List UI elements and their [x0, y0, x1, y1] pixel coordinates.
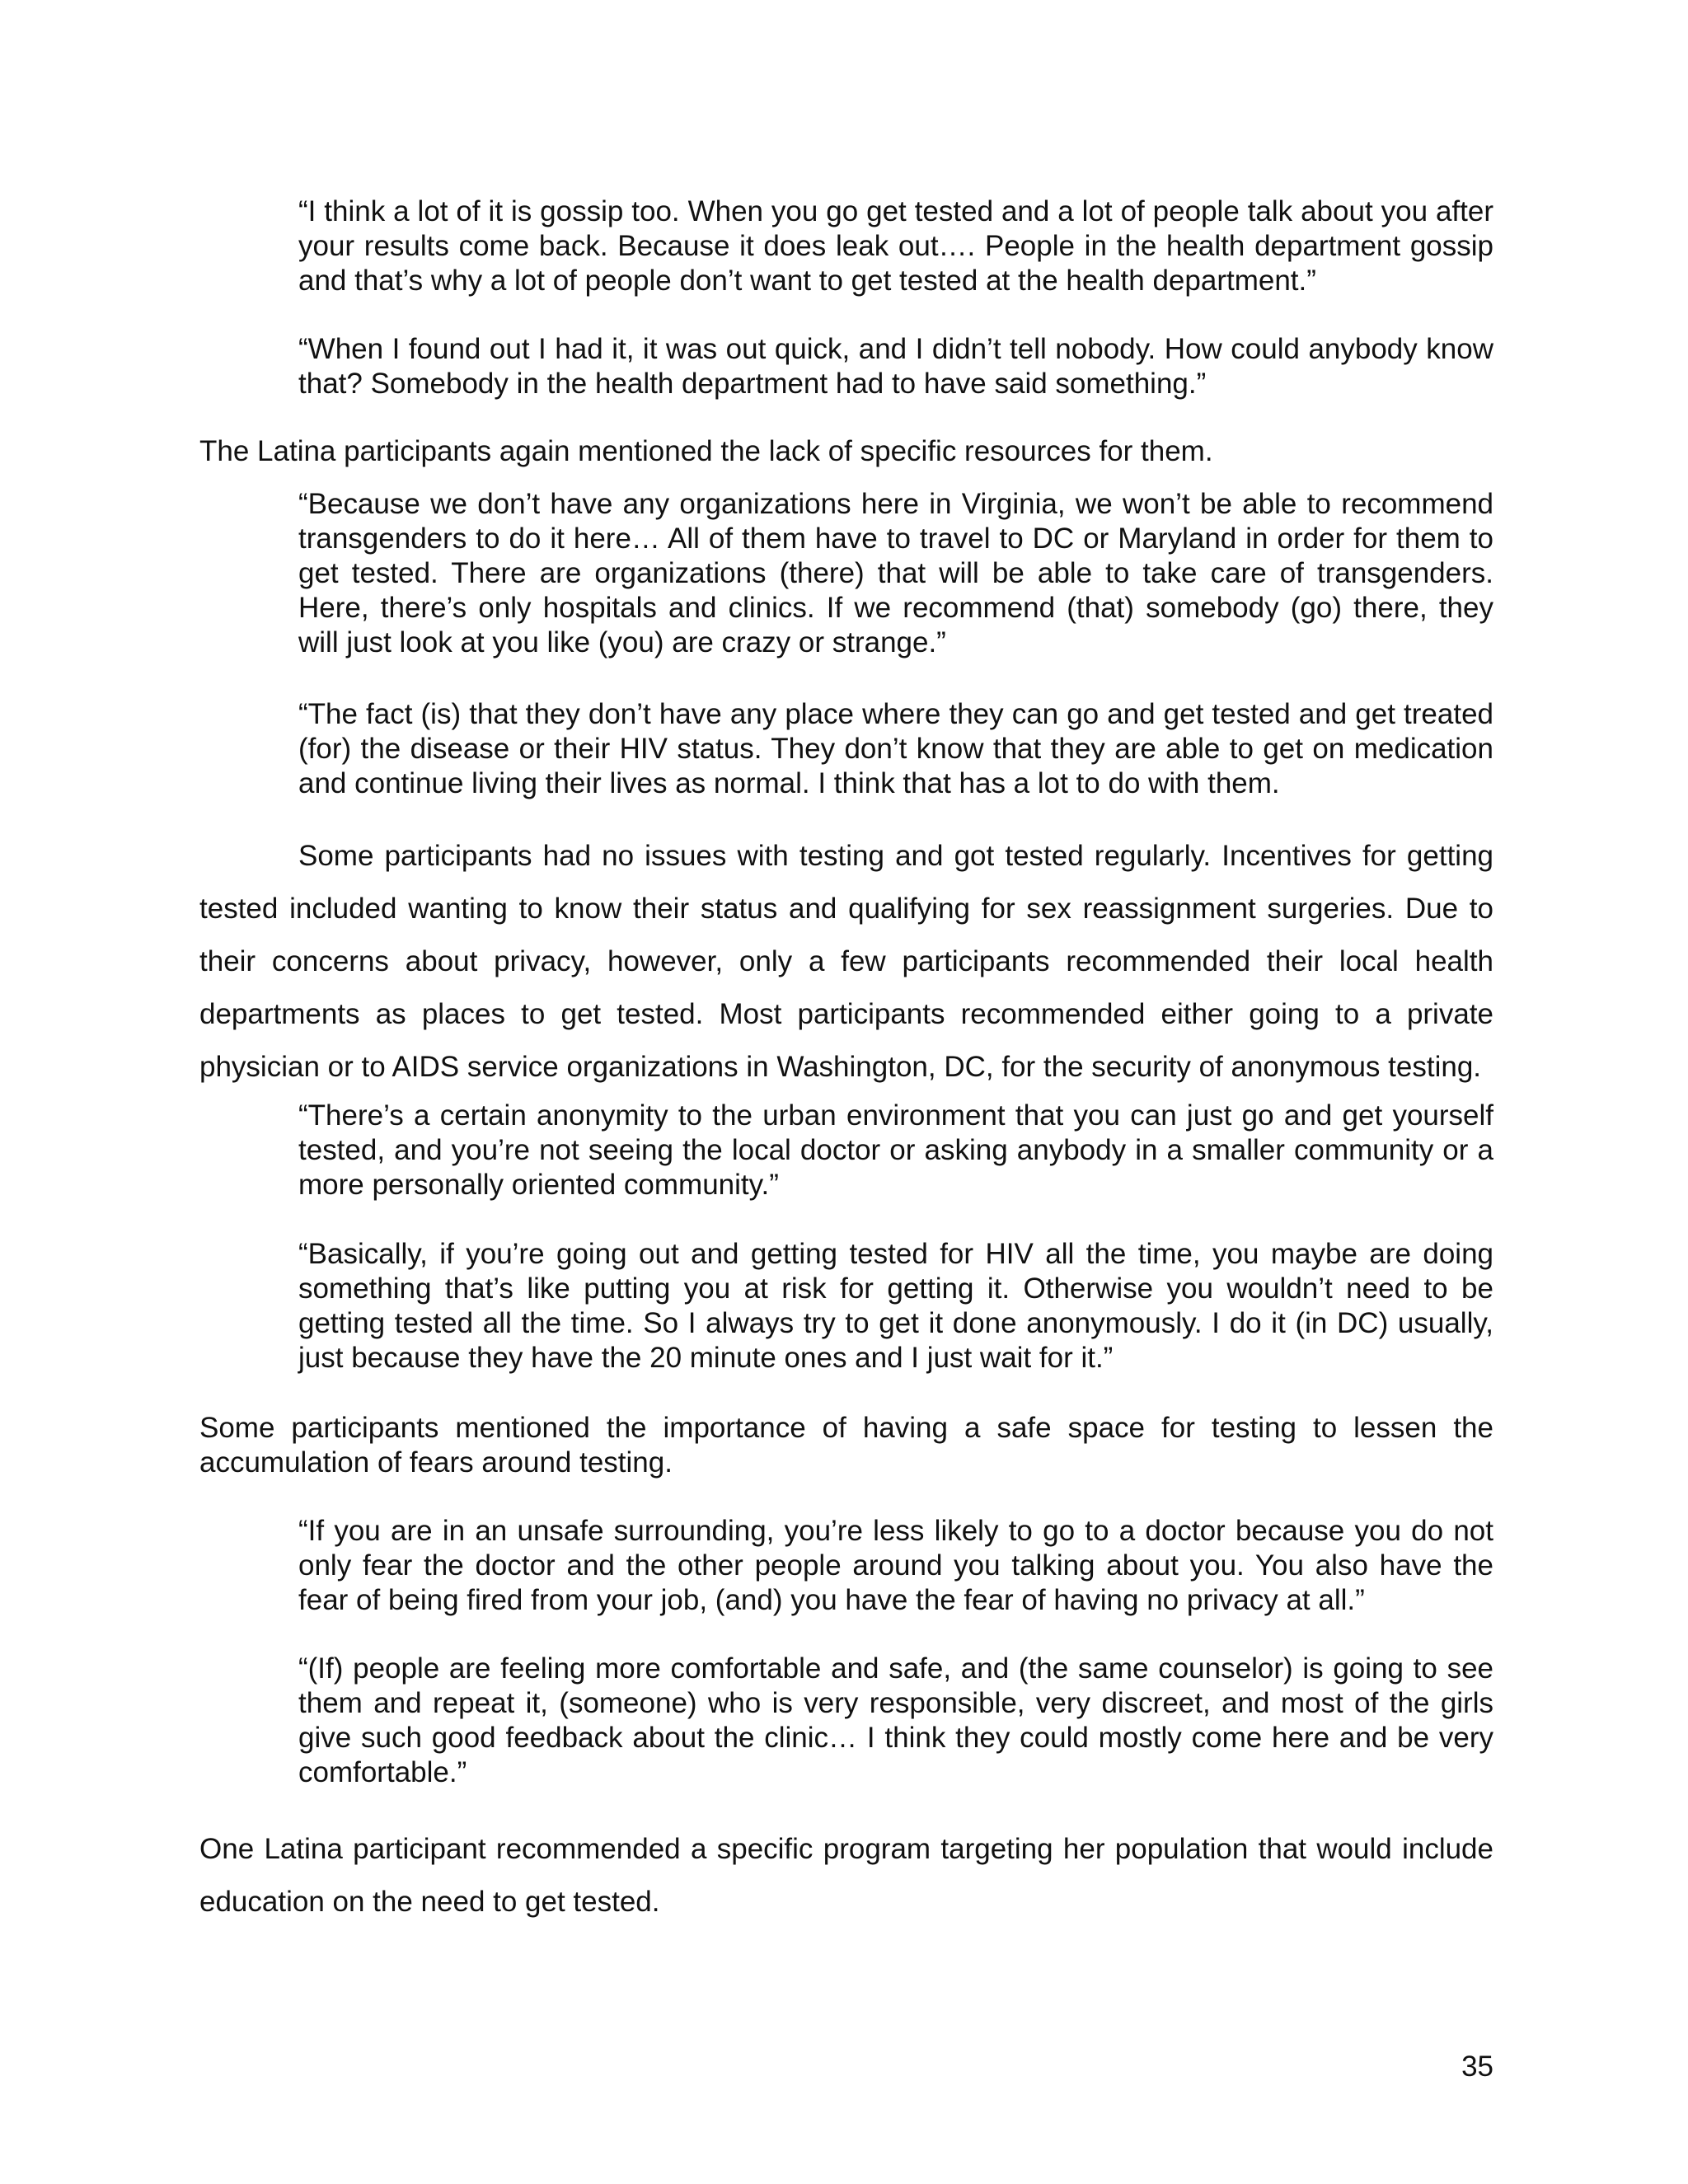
paragraph-latina-program: One Latina participant recommended a specific program targeting her population that would include education on the need to get tested. [199, 1833, 1493, 1918]
paragraph-safe-space: Some participants mentioned the importance of having a safe space for testing to lessen the accumulation of fears around testing. [199, 1412, 1493, 1479]
paragraph-testing-regularly: Some participants had no issues with testing and got tested regularly. Incentives for getting tested included wanting to know their status and qualifying for sex reassignment surgeries. Due to their concerns about privacy, however, only a few participants recommended their local health departments as places to get tested. Most participants recommended either going to a private physician or to AIDS service organizations in Washington, DC, for the security of anonymous testing. [199, 840, 1493, 1083]
quote-no-place: “The fact (is) that they don’t have any place where they can go and get tested and get treated (for) the disease or their HIV status. They don’t know that they are able to get on medication and continue living their lives as normal. I think that has a lot to do with them. [298, 698, 1493, 799]
quote-no-organizations: “Because we don’t have any organizations here in Virginia, we won’t be able to recommend transgenders to do it here… All of them have to travel to DC or Maryland in order for them to get tested. There are organizations (there) that will be able to take care of transgenders. Here, there’s only hospitals and clinics. If we recommend (that) somebody (go) there, they will just look at you like (you) are crazy or strange.” [298, 488, 1493, 658]
quote-unsafe-surrounding: “If you are in an unsafe surrounding, you’re less likely to go to a doctor because you do not only fear the doctor and the other people around you talking about you. You also have the fear of being fired from your job, (and) you have the fear of having no privacy at all.” [298, 1515, 1493, 1616]
quote-comfortable-safe: “(If) people are feeling more comfortable and safe, and (the same counselor) is going to see them and repeat it, (someone) who is very responsible, very discreet, and most of the girls give such good feedback about the clinic… I think they could mostly come here and be very comfortable.” [298, 1652, 1493, 1788]
quote-basically: “Basically, if you’re going out and getting tested for HIV all the time, you maybe are doing something that’s like putting you at risk for getting it. Otherwise you wouldn’t need to be getting tested all the time. So I always try to get it done anonymously. I do it (in DC) usually, just because they have the 20 minute ones and I just wait for it.” [298, 1238, 1493, 1374]
quote-found-out: “When I found out I had it, it was out quick, and I didn’t tell nobody. How could anybody know that? Somebody in the health department had to have said something.” [298, 333, 1493, 400]
quote-gossip: “I think a lot of it is gossip too. When you go get tested and a lot of people talk about you after your results come back. Because it does leak out…. People in the health department gossip and that’s why a lot of people don’t want to get tested at the health department.” [298, 195, 1493, 297]
quote-anonymity: “There’s a certain anonymity to the urban environment that you can just go and get yourself tested, and you’re not seeing the local doctor or asking anybody in a smaller community or a more personally oriented community.” [298, 1099, 1493, 1201]
paragraph-latina-resources: The Latina participants again mentioned the lack of specific resources for them. [199, 435, 1213, 467]
page-number: 35 [1461, 2050, 1493, 2083]
